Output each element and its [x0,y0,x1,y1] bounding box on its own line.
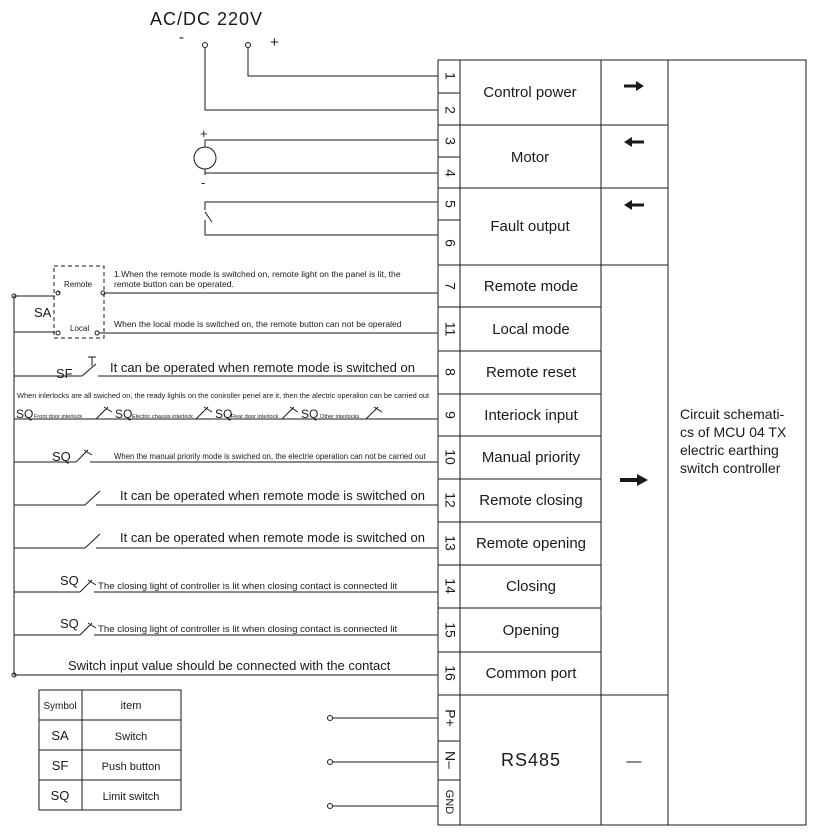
block-label-control-power: Control power [483,84,577,101]
block-label-motor: Motor [510,149,550,166]
supply-minus: - [179,29,184,46]
manual-priority-contact [14,449,438,464]
legend-item-push-button: Push button [101,761,161,773]
remote-opening-contact [14,530,438,548]
sq-symbol: SQ [52,449,71,464]
sq-symbol: SQ [115,407,133,421]
sf-symbol: SF [56,366,73,381]
interlock-other: Other interlocks [320,414,360,420]
block-label-fault-output: Fault output [490,218,570,235]
motor-minus: - [201,175,206,190]
sq-symbol: SQ [60,573,79,588]
opening-limit-switch [14,616,438,635]
supply-plus-terminal [246,43,251,48]
rs485-gnd-terminal [328,804,333,809]
pin-4: 4 [442,169,459,177]
rs485-label: RS485 [500,750,562,770]
right-arrow-icon [624,81,644,91]
input-label-remote-closing: Remote closing [479,492,583,509]
pin-3: 3 [442,137,459,145]
pin-11: 11 [442,321,459,337]
legend-item-switch: Switch [114,731,148,743]
legend-header-item: item [120,700,142,712]
legend-symbol-sa: SA [51,728,69,743]
input-label-remote-mode: Remote mode [483,278,579,295]
input-label-remote-opening: Remote opening [475,535,587,552]
local-box-label: Local [70,324,90,333]
left-arrow-icon [624,137,644,147]
supply-minus-terminal [203,43,208,48]
interlock-electric-chassis: Electric chassis interlock [132,414,193,420]
pin-gnd: GND [443,789,456,815]
legend-table [39,690,181,810]
supply-plus: + [270,34,279,51]
pin-n-minus: N– [442,751,459,769]
description-line-4: switch controller [680,460,781,476]
interlock-front-door: Front door interlock [34,414,83,420]
remote-note-2: remote button can be operated. [114,279,234,289]
description-line-3: electric earthing [680,442,779,458]
interlock-chain [14,391,438,421]
common-port-wire [14,658,438,675]
pin-2: 2 [442,106,459,114]
legend-symbol-sf: SF [51,758,69,773]
pin-13: 13 [442,535,459,551]
pin-10: 10 [442,449,459,465]
input-label-local-mode: Local mode [492,321,570,338]
opening-light-note: The closing light of controller is lit when closing contact is connected lit [98,624,398,635]
legend-item-limit-switch: Limit switch [102,791,160,803]
pin-12: 12 [442,492,459,508]
pin-8: 8 [442,368,459,376]
wire-pin-2 [205,48,438,110]
pin-7: 7 [442,282,459,290]
motor-plus: + [200,126,208,141]
remote-closing-contact [14,488,438,505]
rs485-p-terminal [328,716,333,721]
right-arrow-icon [620,474,648,486]
input-label-manual-priority: Manual priority [481,449,581,466]
input-label-interlock-input: Interiock input [484,407,578,424]
common-note: Switch input value should be connected with the contact [68,658,391,673]
interlock-rear-door: Rear door interlock [231,414,279,420]
legend-symbol-sq: SQ [50,788,70,803]
sq-symbol: SQ [301,407,319,421]
pin-5: 5 [442,200,459,208]
wire-pin-1 [248,48,438,76]
local-note: When the local mode is switched on, the remote button can not be operaled [114,319,402,329]
sq-symbol: SQ [16,407,34,421]
description-line-1: Circuit schemati- [680,406,785,422]
sa-switch [14,266,438,338]
pin-1: 1 [442,72,459,80]
pin-9: 9 [442,411,459,419]
rs485-dash: — [626,753,642,770]
pin-6: 6 [442,239,459,247]
closing-light-note: The closing light of controller is lit when closing contact is connected lit [98,581,398,592]
closing-note: It can be operated when remote mode is switched on [120,488,425,503]
input-label-opening: Opening [502,622,560,639]
remote-note-1: 1.When the remote mode is switched on, remote light on the panel is lit, the [114,269,401,279]
closing-limit-switch [14,573,438,592]
pin-15: 15 [442,622,459,638]
pin-p-plus: P+ [442,709,459,727]
motor-symbol [194,126,438,190]
fault-output-contact [205,202,438,235]
pin-16: 16 [442,665,459,681]
sf-note: It can be operated when remote mode is switched on [110,360,415,375]
input-label-common-port: Common port [485,665,577,682]
opening-note: It can be operated when remote mode is switched on [120,530,425,545]
legend-header-symbol: Symbol [43,701,77,712]
rs485-n-terminal [328,760,333,765]
sq-symbol: SQ [215,407,233,421]
manual-note: When the manual priorily mode is swiched on, the electrie operation can not be carried out [114,452,426,461]
interlock-note: When inlerlocks are all swiched on, the ready lighils on the coniroller penel are it, then the alectric operalion can be carried out [17,391,430,400]
sf-push-button [14,357,438,381]
supply-title: AC/DC 220V [150,9,264,29]
input-label-closing: Closing [505,578,557,595]
sa-symbol: SA [34,305,52,320]
description-line-2: cs of MCU 04 TX [680,424,787,440]
pin-14: 14 [442,578,459,594]
input-label-remote-reset: Remote reset [485,364,577,381]
sq-symbol: SQ [60,616,79,631]
left-arrow-icon [624,200,644,210]
remote-box-label: Remote [64,280,93,289]
